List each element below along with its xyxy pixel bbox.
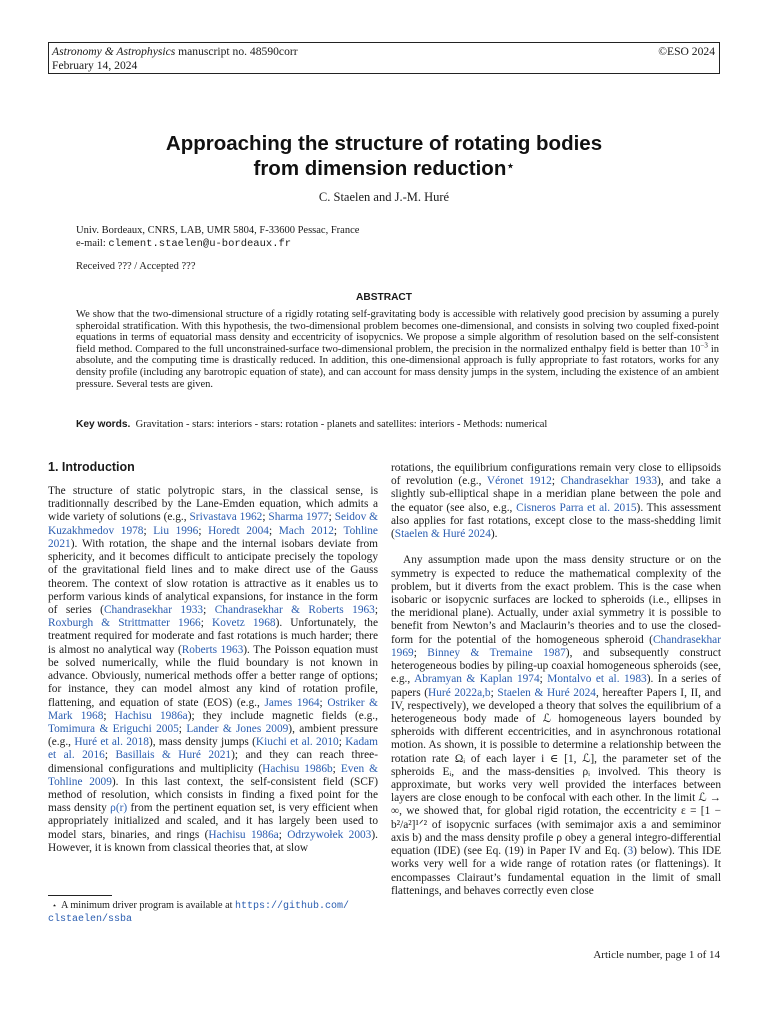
citation-link[interactable]: Ostriker & Mark 1968	[48, 696, 379, 722]
paragraph-text: ;	[490, 686, 498, 699]
paper-title	[48, 131, 720, 181]
citation-link[interactable]: Roberts 1963	[181, 643, 244, 656]
citation-link[interactable]: Liu 1996	[153, 524, 199, 537]
affiliation	[76, 225, 359, 250]
paragraph-text: from the pertinent equation set, is very efficient when appropriately initialized and scaled, and it has largely been used to model stars, binaries, and rings (	[48, 802, 378, 841]
paragraph-text: ), mass density jumps (	[148, 736, 256, 749]
paragraph-text: Any assumption made upon the mass density structure or on the symmetry is expected to reduce the mathematical complexity of the problem, but it diverts from the exact problem. This is the case when isobaric or isopycnic surfaces are locked to spheroids (i.e., ellipses in the meridional plane). Actually, under axial symmetry it is possible to benefit from Newton’s and Maclaurin’s theories and to use the closed-form for the potential of the homogeneous spheroid (	[391, 554, 721, 646]
citation-link[interactable]: Basillais & Huré 2021	[115, 749, 232, 762]
citation-link[interactable]: Hachisu 1986b	[262, 762, 333, 775]
paragraph-text: ;	[104, 749, 116, 762]
citation-link[interactable]: Staelen & Huré 2024	[394, 528, 491, 541]
citation-link[interactable]: Seidov & Kuzakhmedov 1978	[48, 511, 378, 537]
header-line-1	[52, 45, 716, 59]
paragraph-text: ). Unfortunately, the treatment required for moderate and fast rotations is much harder; there is almost no analytical way (	[48, 617, 379, 656]
paragraph-text: ). In this last context, the self-consistent field (SCF) method of resolution, which consists in finding a fixed point for the mass density	[48, 775, 379, 815]
paragraph-text: ;	[178, 722, 187, 735]
citation-link[interactable]: Kadam et al. 2016	[48, 736, 378, 762]
citation-link[interactable]: Tomimura & Eriguchi 2005	[48, 722, 179, 735]
left-column	[48, 485, 378, 855]
paragraph-text: ;	[198, 524, 209, 537]
paragraph-text: ).	[490, 528, 498, 541]
header-date: February 14, 2024	[52, 59, 138, 72]
abstract-exponent: −3	[700, 341, 708, 350]
paragraph-text: ); they include magnetic fields (e.g.,	[187, 709, 378, 722]
citation-link[interactable]: Kiuchi et al. 2010	[255, 736, 339, 749]
authors: C. Staelen and J.-M. Huré	[318, 190, 450, 204]
right-column	[391, 462, 721, 898]
citation-link[interactable]: Roxburgh & Strittmatter 1966	[48, 617, 201, 630]
abstract-text-b: in absolute, and the computing time is drastically reduced. In addition, this one-dimensional approach is fully appropriate to fast rotators, works for any density profile (including any barotropic equation of state), and can account for mass density jumps in the system, including the existence of an ambient pressure. Several tests are given.	[76, 343, 719, 390]
citation-link[interactable]: Tohline 2021	[48, 524, 378, 550]
paragraph-text: ), and subsequently construct heterogeneous bodies by piling-up coaxial homogeneous spheroids (see, e.g.,	[391, 646, 721, 686]
citation-link[interactable]: Abramyan & Kaplan 1974	[414, 673, 540, 686]
section-heading-introduction: 1. Introduction	[48, 460, 135, 474]
citation-link[interactable]: Mach 2012	[278, 524, 334, 537]
citation-link[interactable]: Hachisu 1986a	[114, 709, 188, 722]
keywords	[76, 419, 719, 430]
citation-link[interactable]: Cisneros Parra et al. 2015	[516, 501, 637, 514]
affiliation-address: Univ. Bordeaux, CNRS, LAB, UMR 5804, F-33600 Pessac, France	[76, 225, 360, 236]
paragraph-text: The structure of static polytropic stars, in the classical sense, is traditionnally described by the Lane-Emden equation, which admits a wide variety of solutions (e.g.,	[48, 485, 378, 524]
abstract-text	[76, 309, 719, 390]
paragraph-text: ). However, it is known from classical theories that, at slow	[48, 828, 378, 854]
intro-paragraph-1	[48, 485, 378, 855]
intro-paragraph-continued	[391, 462, 721, 541]
paragraph-text: ;	[143, 524, 154, 537]
citation-link[interactable]: Horedt 2004	[208, 524, 269, 537]
paragraph-text: ;	[278, 828, 288, 841]
citation-link[interactable]: 3	[627, 845, 634, 858]
affiliation-email-line	[76, 238, 359, 251]
footnote-url-part-2[interactable]: clstaelen/ssba	[48, 914, 133, 925]
paragraph-text: ;	[333, 524, 344, 537]
citation-link[interactable]: Huré 2022a,b	[428, 686, 491, 699]
title-line-2-text: from dimension reduction	[253, 157, 507, 180]
email-address: clement.staelen@u-bordeaux.fr	[108, 237, 292, 250]
intro-paragraph-2	[391, 554, 721, 898]
citation-link[interactable]: Montalvo et al. 1983	[547, 673, 647, 686]
paragraph-text: ). In a series of papers (	[391, 673, 721, 699]
title-line-2	[48, 156, 720, 181]
paragraph-gap	[391, 541, 721, 554]
paragraph-text: ;	[200, 617, 212, 630]
paragraph-text: ); and they can reach three-dimensional configurations and multiplicity (	[48, 749, 378, 775]
citation-link[interactable]: Staelen & Huré 2024	[497, 686, 596, 699]
email-label: e-mail:	[76, 237, 109, 249]
paragraph-text: ;	[103, 709, 115, 722]
abstract-heading: ABSTRACT	[355, 292, 413, 303]
journal-header	[48, 42, 720, 74]
abstract-text-a: We show that the two-dimensional structure of a rigidly rotating self-gravitating body is accessible with relatively good precision by assuming a purely spheroidal stratification. With this hypothesis, the two-dimensional problem becomes one-dimensional, and consists in solving two coupled fixed-point equations in terms of equatorial mass density and eccentricity of isopycnics. We propose a simple algorithm of resolution based on the self-consistent field method. Compared to the full unconstrained-surface two-dimensional problem, the precision in the normalized enthalpy field is better than 10	[76, 309, 719, 355]
paragraph-text: ;	[319, 696, 328, 709]
paragraph-text: ;	[328, 511, 335, 524]
journal-name: Astronomy & Astrophysics	[52, 45, 176, 58]
citation-link[interactable]: Huré et al. 2018	[74, 736, 149, 749]
citation-link[interactable]: Chandrasekhar 1969	[391, 633, 721, 659]
footnote-text: A minimum driver program is available at	[61, 900, 236, 911]
paragraph-text: ;	[338, 736, 346, 749]
copyright: ©ESO 2024	[658, 45, 715, 58]
paragraph-text: ;	[262, 511, 269, 524]
citation-link[interactable]: Kovetz 1968	[212, 617, 276, 630]
paragraph-text: ;	[268, 524, 279, 537]
citation-link[interactable]: Chandrasekhar & Roberts 1963	[214, 603, 375, 616]
footnote-rule	[48, 895, 112, 896]
paragraph-text: ), and take a slightly sub-elliptical shape in a meridian plane between the pole and the equator (see also, e.g.,	[391, 475, 721, 514]
citation-link[interactable]: Chandrasekhar 1933	[560, 475, 658, 488]
citation-link[interactable]: Chandrasekhar 1933	[103, 603, 204, 616]
citation-link[interactable]: Odrzywołek 2003	[287, 828, 372, 841]
footnote-url-part-1[interactable]: https://github.com/	[235, 901, 350, 912]
title-line-1: Approaching the structure of rotating bodies	[165, 132, 603, 155]
paragraph-text: , hereafter Papers I, II, and IV, respectively), we developed a theory that solves the equilibrium of a heterogeneous body made of ℒ homogeneous layers bounded by spheroids with different eccentricities, and in asynchronous rotational motion. As shown, it is possible to determine a relationship between the rotation rate Ωᵢ of each layer i ∈ [1, ℒ], the parameter set of the spheroids Eᵢ, and the mass-densities ρᵢ involved. This theory is approximate, but works very well provided the interfaces between layers are close enough to be confocal with each other. In the limit ℒ → ∞, we showed that, for global rigid rotation, the eccentricity ε = [1 − b²/a²]¹ᐟ² of isopycnic surfaces (with semimajor axis a and semiminor axis b) and the mass density profile ρ obey a general integro-differential equation (IDE) (see Eq. (19) in Paper IV and Eq. (	[391, 686, 721, 858]
citation-link[interactable]: Sharma 1977	[268, 511, 329, 524]
citation-link[interactable]: ρ(r)	[110, 802, 128, 815]
citation-link[interactable]: Even & Tohline 2009	[48, 762, 378, 788]
paragraph-text: ;	[539, 673, 548, 686]
paragraph-text: ;	[332, 762, 341, 775]
page-number: Article number, page 1 of 14	[593, 949, 720, 961]
citation-link[interactable]: Srivastava 1962	[189, 511, 263, 524]
citation-link[interactable]: James 1964	[264, 696, 320, 709]
paragraph-text: ;	[551, 475, 561, 488]
footnote-star: ⋆	[52, 901, 58, 910]
paragraph-text: ). The Poisson equation must be solved numerically, while the fluid boundary is not known in advance. Obviously, numerical methods offer a better range of options; for instance, they can model almost any kind of rotation profile, flattening, and equation of state (EOS) (e.g.,	[48, 643, 378, 709]
paragraph-text: ). This assessment also applies for fast rotations, except close to the mass-shedding limit (	[391, 501, 721, 541]
footnote	[48, 900, 383, 926]
paragraph-text: ), ambient pressure (e.g.,	[48, 722, 378, 749]
keywords-text: Gravitation - stars: interiors - stars: rotation - planets and satellites: interiors - Methods: numerical	[135, 419, 548, 430]
citation-link[interactable]: Hachisu 1986a	[208, 828, 279, 841]
paragraph-text: ;	[203, 603, 215, 616]
paragraph-text: rotations, the equilibrium configurations remain very close to ellipsoids of revolution (e.g.,	[391, 462, 721, 488]
manuscript-number: manuscript no. 48590corr	[175, 45, 298, 58]
citation-link[interactable]: Binney & Tremaine 1987	[427, 646, 566, 659]
paragraph-text: ;	[413, 646, 428, 659]
keywords-label: Key words.	[76, 419, 131, 430]
paragraph-text: ). With rotation, the shape and the internal isobars deviate from sphericity, and it becomes difficult to anticipate precisely the topology of the gravitational field lines and to make direct use of the Gauss theorem. The context of slow rotation is attractive as it enables us to perform various kinds of analytical expansions, for instance in the form of series (	[48, 537, 378, 616]
received-accepted: Received ??? / Accepted ???	[76, 261, 196, 272]
citation-link[interactable]: Véronet 1912	[486, 475, 552, 488]
paragraph-text: ) below). This IDE works very well for a wide range of rotation rates (or flattenings). It encompasses Clairaut’s fundamental equation in the limit of small flattenings, and behaves correctly even close	[391, 845, 721, 897]
citation-link[interactable]: Lander & Jones 2009	[186, 722, 289, 735]
paragraph-text: ;	[374, 603, 379, 616]
title-footnote-star: ⋆	[506, 158, 515, 173]
